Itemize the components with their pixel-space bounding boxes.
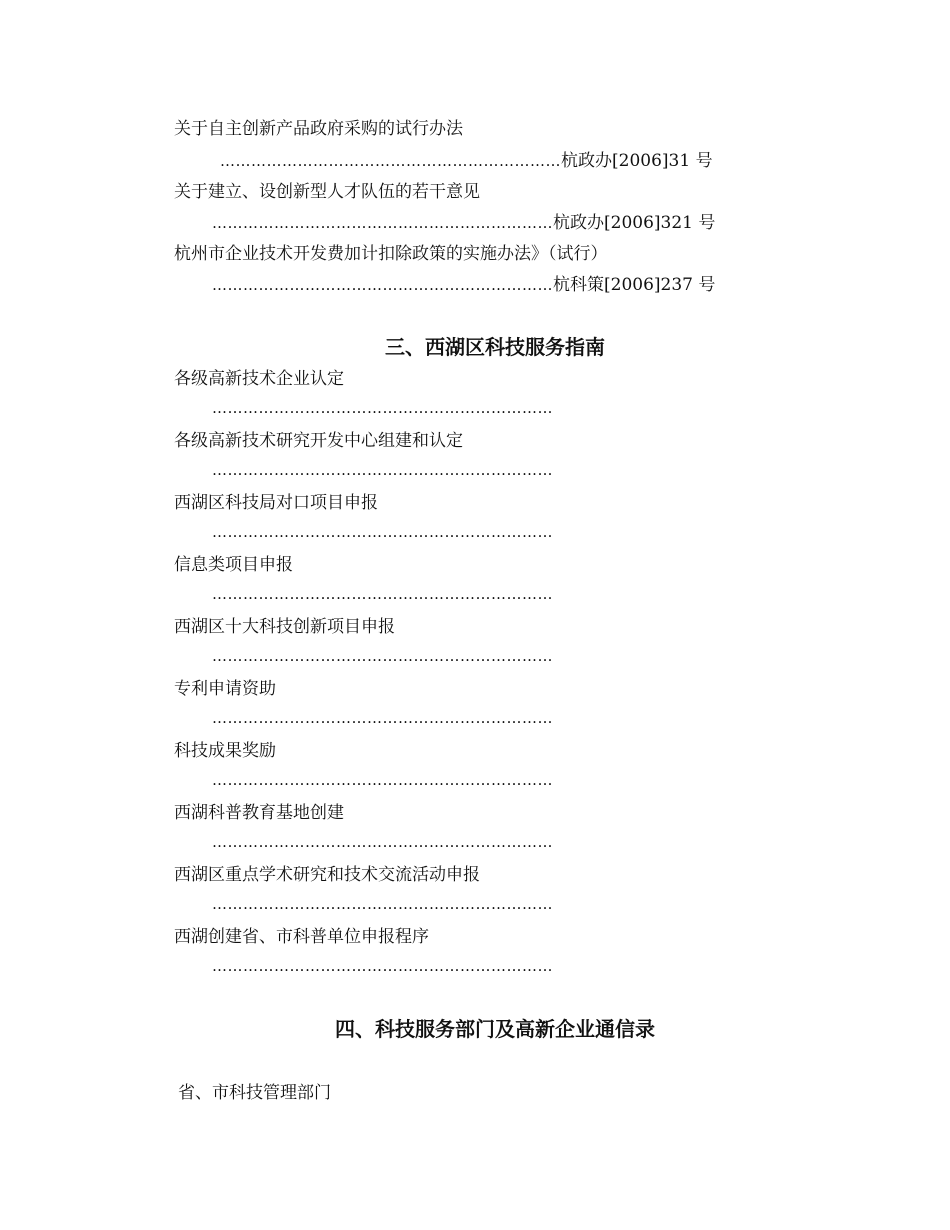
dot-leader: ………………………………………………………… <box>212 957 553 975</box>
toc-entry-title: 省、市科技管理部门 <box>178 1083 331 1103</box>
toc-entry-title: 各级高新技术企业认定 <box>174 369 344 389</box>
toc-entry-title: 西湖区重点学术研究和技术交流活动申报 <box>174 865 480 885</box>
toc-entry-leader <box>212 955 553 977</box>
dot-leader: ………………………………………………………… <box>212 461 553 479</box>
toc-entry-title: 西湖创建省、市科普单位申报程序 <box>174 927 429 947</box>
toc-entry-title: 西湖科普教育基地创建 <box>174 803 344 823</box>
dot-leader: ………………………………………………………… <box>212 833 553 851</box>
toc-entry-leader <box>212 645 553 667</box>
toc-entry-leader <box>212 769 553 791</box>
dot-leader: ………………………………………………………… <box>212 895 553 913</box>
dot-leader: ………………………………………………………… <box>220 152 561 170</box>
toc-entry-leader <box>212 831 553 853</box>
toc-entry-leader <box>220 150 713 172</box>
toc-entry-title: 科技成果奖励 <box>174 741 276 761</box>
dot-leader: ………………………………………………………… <box>212 585 553 603</box>
toc-entry-leader <box>212 583 553 605</box>
toc-entry-leader <box>212 893 553 915</box>
dot-leader: ………………………………………………………… <box>212 214 553 232</box>
toc-entry-leader <box>212 459 553 481</box>
dot-leader: ………………………………………………………… <box>212 709 553 727</box>
dot-leader: ………………………………………………………… <box>212 771 553 789</box>
doc-ref-number: 杭政办[2006]31 号 <box>561 151 713 171</box>
toc-entry-title: 关于建立、设创新型人才队伍的若干意见 <box>174 182 480 202</box>
toc-entry-title: 西湖区科技局对口项目申报 <box>174 493 378 513</box>
toc-entry-title: 专利申请资助 <box>174 679 276 699</box>
toc-entry-title: 信息类项目申报 <box>174 555 293 575</box>
toc-entry-title: 关于自主创新产品政府采购的试行办法 <box>174 119 463 139</box>
dot-leader: ………………………………………………………… <box>212 276 553 294</box>
section-heading: 四、科技服务部门及高新企业通信录 <box>335 1017 655 1041</box>
toc-entry-leader <box>212 707 553 729</box>
toc-entry-leader <box>212 521 553 543</box>
toc-entry-title: 各级高新技术研究开发中心组建和认定 <box>174 431 463 451</box>
dot-leader: ………………………………………………………… <box>212 523 553 541</box>
toc-entry-leader <box>212 397 553 419</box>
dot-leader: ………………………………………………………… <box>212 399 553 417</box>
doc-ref-number: 杭政办[2006]321 号 <box>553 213 716 233</box>
doc-ref-number: 杭科策[2006]237 号 <box>553 275 716 295</box>
dot-leader: ………………………………………………………… <box>212 647 553 665</box>
toc-entry-title: 西湖区十大科技创新项目申报 <box>174 617 395 637</box>
toc-entry-leader <box>212 274 715 296</box>
toc-entry-title: 杭州市企业技术开发费加计扣除政策的实施办法》（试行） <box>174 244 608 264</box>
toc-entry-leader <box>212 212 715 234</box>
section-heading: 三、西湖区科技服务指南 <box>385 335 605 359</box>
